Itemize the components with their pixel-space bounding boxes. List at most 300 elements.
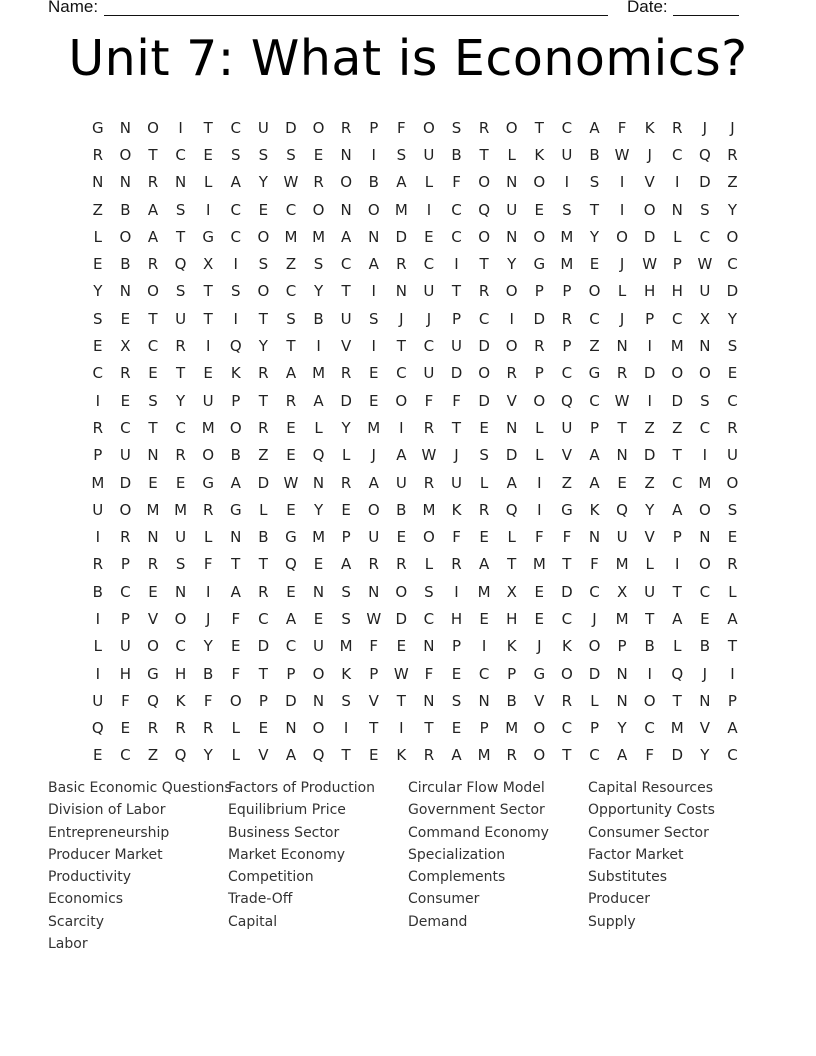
grid-letter: D bbox=[643, 364, 656, 383]
grid-letter: Q bbox=[505, 500, 518, 519]
grid-letter: J bbox=[619, 309, 625, 328]
word-list-item: Business Sector bbox=[228, 824, 340, 841]
grid-letter: U bbox=[175, 528, 187, 547]
grid-letter: M bbox=[477, 582, 491, 601]
grid-letter: F bbox=[231, 609, 241, 628]
grid-letter: R bbox=[258, 418, 269, 437]
grid-letter: N bbox=[119, 118, 131, 137]
grid-letter: Y bbox=[645, 500, 655, 519]
grid-letter: E bbox=[286, 418, 296, 437]
grid-letter: M bbox=[394, 200, 408, 219]
grid-letter: E bbox=[451, 719, 462, 738]
grid-letter: A bbox=[230, 173, 241, 192]
grid-letter: T bbox=[148, 309, 158, 328]
grid-letter: U bbox=[395, 473, 407, 492]
grid-letter: Y bbox=[727, 200, 738, 219]
grid-letter: K bbox=[589, 500, 600, 519]
grid-letter: T bbox=[424, 719, 434, 738]
grid-letter: U bbox=[92, 691, 104, 710]
grid-letter: S bbox=[341, 609, 351, 628]
grid-letter: O bbox=[423, 528, 435, 547]
grid-letter: M bbox=[670, 719, 684, 738]
grid-letter: E bbox=[617, 473, 627, 492]
word-list-item: Producer Market bbox=[48, 846, 163, 863]
grid-letter: V bbox=[147, 609, 159, 628]
grid-letter: R bbox=[120, 364, 131, 383]
grid-letter: M bbox=[146, 500, 160, 519]
grid-letter: R bbox=[92, 418, 104, 437]
grid-letter: E bbox=[451, 664, 462, 683]
grid-letter: O bbox=[147, 118, 159, 137]
grid-letter: C bbox=[589, 746, 600, 765]
grid-letter: C bbox=[423, 255, 435, 274]
grid-letter: F bbox=[452, 173, 461, 192]
grid-letter: M bbox=[560, 255, 574, 274]
grid-letter: N bbox=[340, 145, 352, 164]
grid-letter: E bbox=[258, 200, 269, 219]
grid-letter: T bbox=[341, 746, 351, 765]
grid-letter: E bbox=[534, 200, 545, 219]
grid-letter: U bbox=[451, 473, 462, 492]
word-list-item: Government Sector bbox=[408, 802, 545, 819]
grid-letter: E bbox=[286, 500, 296, 519]
grid-letter: P bbox=[231, 391, 241, 410]
grid-letter: N bbox=[119, 173, 131, 192]
grid-letter: A bbox=[672, 500, 683, 519]
grid-letter: M bbox=[312, 227, 326, 246]
word-list-item: Capital Resources bbox=[588, 780, 714, 796]
grid-letter: O bbox=[257, 282, 270, 301]
grid-letter: C bbox=[423, 609, 435, 628]
grid-letter: A bbox=[368, 255, 379, 274]
name-label: Name: bbox=[48, 0, 99, 16]
grid-letter: E bbox=[341, 500, 351, 519]
grid-letter: T bbox=[562, 746, 572, 765]
grid-letter: N bbox=[174, 173, 187, 192]
grid-letter: I bbox=[564, 173, 570, 192]
grid-letter: J bbox=[454, 446, 459, 465]
grid-letter: E bbox=[120, 391, 131, 410]
grid-letter: R bbox=[120, 528, 131, 547]
grid-letter: W bbox=[614, 391, 630, 410]
grid-letter: B bbox=[258, 528, 269, 547]
grid-letter: D bbox=[561, 582, 573, 601]
grid-letter: T bbox=[479, 255, 489, 274]
grid-letter: O bbox=[202, 446, 215, 465]
grid-letter: I bbox=[481, 637, 487, 656]
grid-letter: E bbox=[203, 364, 213, 383]
grid-letter: E bbox=[396, 528, 407, 547]
grid-letter: S bbox=[589, 173, 600, 192]
grid-letter: M bbox=[505, 719, 519, 738]
grid-letter: S bbox=[479, 446, 489, 465]
grid-letter: F bbox=[534, 528, 544, 547]
grid-letter: H bbox=[450, 609, 463, 628]
grid-letter: N bbox=[506, 418, 518, 437]
grid-letter: O bbox=[367, 500, 380, 519]
grid-letter: O bbox=[174, 609, 187, 628]
grid-letter: Q bbox=[285, 555, 297, 574]
grid-letter: E bbox=[313, 145, 324, 164]
grid-letter: U bbox=[699, 282, 711, 301]
grid-letter: K bbox=[451, 500, 462, 519]
grid-letter: O bbox=[588, 282, 601, 301]
grid-letter: V bbox=[644, 173, 655, 192]
grid-letter: C bbox=[589, 391, 600, 410]
grid-letter: M bbox=[477, 746, 491, 765]
grid-letter: V bbox=[699, 719, 710, 738]
grid-letter: M bbox=[670, 337, 684, 356]
grid-letter: D bbox=[505, 446, 518, 465]
grid-letter: C bbox=[175, 418, 186, 437]
word-list bbox=[48, 777, 788, 955]
grid-letter: Y bbox=[589, 227, 600, 246]
grid-letter: V bbox=[561, 446, 573, 465]
grid-letter: N bbox=[699, 337, 711, 356]
grid-letter: N bbox=[340, 200, 352, 219]
grid-letter: R bbox=[561, 309, 573, 328]
grid-letter: S bbox=[396, 145, 407, 164]
grid-letter: M bbox=[201, 418, 215, 437]
grid-letter: N bbox=[312, 691, 325, 710]
grid-letter: Z bbox=[258, 446, 269, 465]
grid-letter: K bbox=[561, 637, 572, 656]
grid-letter: L bbox=[507, 145, 516, 164]
grid-letter: R bbox=[92, 555, 104, 574]
grid-letter: R bbox=[534, 337, 545, 356]
grid-letter: N bbox=[119, 282, 131, 301]
grid-letter: J bbox=[399, 309, 404, 328]
grid-letter: F bbox=[424, 391, 434, 410]
grid-letter: K bbox=[175, 691, 186, 710]
grid-letter: E bbox=[727, 364, 738, 383]
grid-letter: D bbox=[726, 282, 739, 301]
grid-letter: N bbox=[699, 691, 711, 710]
grid-letter: F bbox=[452, 391, 461, 410]
grid-letter: U bbox=[423, 145, 435, 164]
grid-letter: R bbox=[340, 473, 352, 492]
grid-letter: M bbox=[312, 364, 326, 383]
grid-letter: I bbox=[619, 200, 625, 219]
grid-letter: O bbox=[698, 500, 711, 519]
grid-letter: H bbox=[671, 282, 683, 301]
grid-letter: P bbox=[672, 255, 682, 274]
grid-letter: T bbox=[672, 446, 682, 465]
grid-letter: R bbox=[506, 364, 517, 383]
grid-letter: A bbox=[230, 582, 241, 601]
word-list-item: Complements bbox=[408, 869, 506, 886]
grid-letter: C bbox=[672, 473, 683, 492]
word-list-item: Command Economy bbox=[408, 824, 549, 841]
grid-letter: K bbox=[341, 664, 352, 683]
grid-letter: C bbox=[92, 364, 104, 383]
grid-letter: O bbox=[147, 637, 159, 656]
grid-letter: R bbox=[727, 555, 738, 574]
grid-letter: C bbox=[340, 255, 352, 274]
grid-letter: E bbox=[120, 309, 131, 328]
grid-letter: G bbox=[202, 227, 214, 246]
grid-letter: T bbox=[258, 555, 268, 574]
grid-letter: N bbox=[506, 173, 518, 192]
grid-letter: C bbox=[147, 337, 159, 356]
grid-letter: Q bbox=[478, 200, 491, 219]
grid-letter: O bbox=[478, 227, 491, 246]
grid-letter: B bbox=[451, 145, 462, 164]
grid-letter: I bbox=[730, 664, 735, 683]
grid-letter: P bbox=[451, 309, 462, 328]
grid-letter: U bbox=[257, 118, 269, 137]
word-list-item: Consumer Sector bbox=[588, 824, 709, 841]
grid-letter: I bbox=[178, 118, 183, 137]
grid-letter: I bbox=[205, 200, 211, 219]
grid-letter: I bbox=[95, 664, 101, 683]
grid-letter: C bbox=[230, 118, 241, 137]
grid-letter: U bbox=[561, 145, 573, 164]
grid-letter: D bbox=[395, 609, 408, 628]
grid-letter: D bbox=[285, 691, 297, 710]
grid-letter: D bbox=[671, 391, 684, 410]
grid-letter: G bbox=[561, 500, 573, 519]
grid-letter: P bbox=[589, 719, 599, 738]
grid-letter: Q bbox=[312, 446, 325, 465]
word-list-item: Consumer bbox=[408, 891, 480, 908]
grid-letter: E bbox=[534, 582, 545, 601]
grid-letter: P bbox=[451, 637, 462, 656]
grid-letter: Z bbox=[644, 473, 655, 492]
grid-letter: F bbox=[590, 555, 599, 574]
grid-letter: O bbox=[478, 364, 491, 383]
grid-letter: J bbox=[647, 145, 652, 164]
grid-letter: R bbox=[451, 555, 462, 574]
grid-letter: R bbox=[202, 719, 214, 738]
grid-letter: C bbox=[727, 746, 738, 765]
grid-letter: Z bbox=[589, 337, 600, 356]
grid-letter: N bbox=[699, 528, 711, 547]
grid-letter: I bbox=[454, 255, 459, 274]
grid-letter: E bbox=[148, 364, 158, 383]
grid-letter: Q bbox=[312, 746, 325, 765]
grid-letter: P bbox=[672, 528, 682, 547]
grid-letter: S bbox=[727, 337, 738, 356]
grid-letter: E bbox=[203, 145, 213, 164]
grid-letter: N bbox=[616, 446, 628, 465]
grid-letter: O bbox=[423, 118, 435, 137]
grid-letter: D bbox=[671, 746, 684, 765]
word-list-item bbox=[228, 933, 408, 955]
grid-letter: B bbox=[589, 145, 600, 164]
grid-letter: T bbox=[231, 555, 241, 574]
grid-letter: U bbox=[313, 637, 325, 656]
grid-letter: Q bbox=[698, 145, 711, 164]
grid-letter: B bbox=[396, 500, 407, 519]
grid-letter: I bbox=[95, 528, 101, 547]
grid-letter: U bbox=[340, 309, 352, 328]
grid-letter: U bbox=[423, 282, 435, 301]
grid-letter: T bbox=[672, 691, 682, 710]
grid-letter: S bbox=[286, 309, 296, 328]
grid-letter: S bbox=[341, 691, 351, 710]
grid-letter: T bbox=[396, 691, 406, 710]
letter-grid bbox=[84, 114, 746, 769]
grid-letter: E bbox=[368, 746, 379, 765]
grid-letter: J bbox=[205, 609, 211, 628]
grid-letter: S bbox=[286, 145, 296, 164]
grid-letter: R bbox=[423, 418, 435, 437]
grid-letter: U bbox=[368, 528, 380, 547]
word-list-item: Opportunity Costs bbox=[588, 802, 715, 819]
grid-letter: E bbox=[368, 391, 379, 410]
grid-letter: Y bbox=[341, 418, 351, 437]
grid-letter: X bbox=[203, 255, 214, 274]
grid-letter: V bbox=[506, 391, 517, 410]
header-line bbox=[48, 0, 748, 19]
grid-letter: P bbox=[589, 418, 599, 437]
grid-letter: A bbox=[589, 118, 600, 137]
grid-letter: V bbox=[258, 746, 269, 765]
grid-letter: Z bbox=[147, 746, 159, 765]
grid-letter: M bbox=[698, 473, 712, 492]
grid-letter: C bbox=[120, 582, 131, 601]
grid-letter: T bbox=[589, 200, 600, 219]
grid-letter: Q bbox=[560, 391, 573, 410]
grid-letter: A bbox=[147, 227, 159, 246]
grid-letter: L bbox=[479, 473, 489, 492]
grid-letter: I bbox=[675, 173, 680, 192]
grid-letter: E bbox=[231, 637, 241, 656]
grid-letter: A bbox=[451, 746, 462, 765]
grid-letter: M bbox=[615, 555, 629, 574]
grid-letter: R bbox=[147, 555, 159, 574]
grid-letter: K bbox=[230, 364, 241, 383]
grid-letter: O bbox=[505, 282, 518, 301]
grid-letter: O bbox=[147, 282, 159, 301]
grid-letter: F bbox=[369, 637, 379, 656]
grid-letter: B bbox=[506, 691, 517, 710]
date-label: Date: bbox=[627, 0, 668, 16]
grid-letter: T bbox=[203, 282, 213, 301]
grid-letter: O bbox=[312, 719, 325, 738]
grid-letter: C bbox=[285, 282, 297, 301]
grid-letter: P bbox=[534, 282, 544, 301]
grid-letter: O bbox=[478, 173, 491, 192]
grid-letter: B bbox=[644, 637, 655, 656]
grid-letter: T bbox=[617, 418, 627, 437]
word-list-item: Specialization bbox=[408, 846, 506, 863]
grid-letter: O bbox=[119, 145, 132, 164]
grid-letter: D bbox=[340, 391, 352, 410]
grid-letter: I bbox=[371, 145, 376, 164]
grid-letter: C bbox=[285, 637, 297, 656]
word-list-item bbox=[408, 933, 588, 955]
grid-letter: S bbox=[562, 200, 572, 219]
grid-letter: E bbox=[93, 255, 103, 274]
grid-letter: L bbox=[507, 528, 516, 547]
grid-letter: B bbox=[203, 664, 214, 683]
grid-letter: A bbox=[727, 719, 738, 738]
grid-letter: L bbox=[424, 555, 434, 574]
grid-letter: J bbox=[537, 637, 542, 656]
grid-letter: E bbox=[424, 227, 434, 246]
grid-letter: S bbox=[175, 200, 186, 219]
grid-letter: M bbox=[532, 555, 546, 574]
grid-letter: T bbox=[507, 555, 517, 574]
grid-letter: T bbox=[175, 227, 186, 246]
grid-letter: E bbox=[700, 609, 710, 628]
grid-letter: S bbox=[368, 309, 379, 328]
grid-letter: T bbox=[396, 337, 406, 356]
grid-letter: X bbox=[120, 337, 131, 356]
grid-letter: Y bbox=[313, 282, 324, 301]
grid-letter: G bbox=[229, 500, 242, 519]
grid-letter: I bbox=[205, 337, 211, 356]
grid-letter: O bbox=[726, 227, 739, 246]
grid-letter: C bbox=[644, 719, 655, 738]
word-list-item bbox=[588, 933, 768, 955]
grid-letter: R bbox=[175, 446, 186, 465]
grid-letter: F bbox=[121, 691, 130, 710]
grid-letter: C bbox=[451, 200, 462, 219]
word-list-item: Supply bbox=[588, 913, 636, 930]
grid-letter: S bbox=[93, 309, 103, 328]
grid-letter: L bbox=[341, 446, 351, 465]
grid-letter: Q bbox=[174, 255, 187, 274]
grid-letter: T bbox=[258, 664, 268, 683]
grid-letter: N bbox=[312, 473, 325, 492]
grid-letter: R bbox=[672, 118, 683, 137]
grid-letter: N bbox=[368, 582, 380, 601]
grid-letter: I bbox=[233, 309, 238, 328]
grid-letter: R bbox=[340, 364, 352, 383]
grid-letter: O bbox=[505, 337, 518, 356]
grid-letter: S bbox=[424, 582, 434, 601]
word-list-item: Producer bbox=[588, 891, 651, 908]
grid-letter: D bbox=[533, 309, 546, 328]
grid-letter: O bbox=[616, 227, 628, 246]
grid-letter: I bbox=[647, 337, 652, 356]
grid-letter: N bbox=[671, 200, 683, 219]
grid-letter: B bbox=[368, 173, 379, 192]
grid-letter: A bbox=[727, 609, 738, 628]
grid-letter: C bbox=[478, 664, 490, 683]
grid-letter: L bbox=[535, 446, 544, 465]
grid-letter: C bbox=[175, 145, 186, 164]
grid-letter: A bbox=[285, 746, 297, 765]
grid-letter: K bbox=[396, 746, 407, 765]
grid-letter: C bbox=[230, 227, 241, 246]
grid-letter: M bbox=[367, 418, 381, 437]
grid-letter: I bbox=[426, 200, 432, 219]
grid-letter: W bbox=[614, 145, 630, 164]
grid-letter: O bbox=[533, 227, 546, 246]
grid-letter: R bbox=[147, 719, 159, 738]
grid-letter: J bbox=[730, 118, 735, 137]
grid-letter: B bbox=[699, 637, 710, 656]
grid-letter: T bbox=[258, 391, 268, 410]
grid-letter: O bbox=[671, 364, 684, 383]
grid-letter: N bbox=[368, 227, 380, 246]
grid-letter: C bbox=[285, 200, 297, 219]
word-list-item: Market Economy bbox=[228, 846, 346, 863]
grid-letter: I bbox=[205, 582, 211, 601]
grid-letter: C bbox=[727, 255, 738, 274]
grid-letter: U bbox=[423, 364, 435, 383]
grid-letter: I bbox=[454, 582, 459, 601]
grid-letter: T bbox=[672, 582, 682, 601]
grid-letter: A bbox=[368, 473, 379, 492]
grid-letter: V bbox=[644, 528, 655, 547]
grid-letter: H bbox=[119, 664, 132, 683]
grid-letter: U bbox=[119, 446, 131, 465]
